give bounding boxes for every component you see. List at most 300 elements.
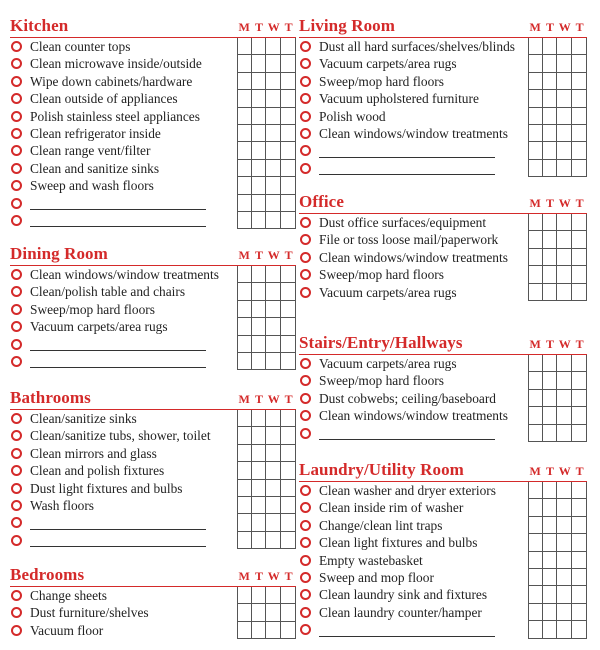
day-checkbox[interactable] bbox=[237, 410, 252, 427]
day-checkbox[interactable] bbox=[557, 482, 572, 499]
write-in-line[interactable] bbox=[30, 350, 206, 351]
circle-checkbox-icon[interactable] bbox=[300, 358, 311, 369]
day-checkbox[interactable] bbox=[528, 552, 543, 569]
day-checkbox[interactable] bbox=[528, 621, 543, 638]
day-checkbox[interactable] bbox=[572, 517, 587, 534]
day-checkbox[interactable] bbox=[281, 38, 296, 55]
day-label: T bbox=[575, 196, 584, 210]
day-checkbox[interactable] bbox=[266, 195, 281, 212]
day-checkbox[interactable] bbox=[572, 284, 587, 301]
circle-checkbox-icon[interactable] bbox=[300, 111, 311, 122]
day-checkbox[interactable] bbox=[266, 462, 281, 479]
day-checkbox[interactable] bbox=[543, 482, 558, 499]
day-checkbox[interactable] bbox=[572, 142, 587, 159]
day-checkbox[interactable] bbox=[543, 604, 558, 621]
day-checkbox[interactable] bbox=[281, 195, 296, 212]
circle-checkbox-icon[interactable] bbox=[300, 555, 311, 566]
circle-checkbox-icon[interactable] bbox=[11, 93, 22, 104]
day-checkbox[interactable] bbox=[543, 231, 558, 248]
task-label: Polish stainless steel appliances bbox=[30, 108, 200, 124]
day-checkbox[interactable] bbox=[557, 55, 572, 72]
day-checkbox[interactable] bbox=[237, 301, 252, 318]
day-checkbox[interactable] bbox=[572, 569, 587, 586]
day-checkbox[interactable] bbox=[281, 108, 296, 125]
day-checkbox[interactable] bbox=[528, 108, 543, 125]
day-checkbox[interactable] bbox=[528, 231, 543, 248]
day-checkbox[interactable] bbox=[252, 55, 267, 72]
day-checkbox[interactable] bbox=[252, 445, 267, 462]
day-checkbox[interactable] bbox=[557, 407, 572, 424]
day-checkbox[interactable] bbox=[266, 73, 281, 90]
task-label: Clean windows/window treatments bbox=[30, 267, 219, 282]
day-checkbox[interactable] bbox=[252, 266, 267, 283]
write-in-line[interactable] bbox=[30, 367, 206, 368]
day-checkbox[interactable] bbox=[252, 212, 267, 229]
day-checkbox[interactable] bbox=[543, 586, 558, 603]
day-checkbox[interactable] bbox=[543, 372, 558, 389]
day-checkbox[interactable] bbox=[281, 160, 296, 177]
day-label: M bbox=[238, 392, 250, 406]
day-checkbox[interactable] bbox=[266, 353, 281, 370]
day-checkbox[interactable] bbox=[572, 266, 587, 283]
circle-checkbox-icon[interactable] bbox=[11, 58, 22, 69]
day-checkbox[interactable] bbox=[528, 604, 543, 621]
day-checkbox[interactable] bbox=[543, 249, 558, 266]
day-checkbox[interactable] bbox=[572, 55, 587, 72]
day-checkbox[interactable] bbox=[237, 90, 252, 107]
circle-checkbox-icon[interactable] bbox=[11, 180, 22, 191]
day-checkbox[interactable] bbox=[557, 266, 572, 283]
day-checkbox[interactable] bbox=[252, 73, 267, 90]
day-checkbox[interactable] bbox=[528, 425, 543, 442]
day-checkbox[interactable] bbox=[528, 90, 543, 107]
task-label: Clean washer and dryer exteriors bbox=[319, 483, 496, 498]
day-checkbox[interactable] bbox=[528, 390, 543, 407]
circle-checkbox-icon[interactable] bbox=[11, 41, 22, 52]
day-checkbox[interactable] bbox=[266, 445, 281, 462]
day-checkbox[interactable] bbox=[266, 480, 281, 497]
circle-checkbox-icon[interactable] bbox=[300, 163, 311, 174]
circle-checkbox-icon[interactable] bbox=[300, 375, 311, 386]
circle-checkbox-icon[interactable] bbox=[11, 198, 22, 209]
day-checkbox[interactable] bbox=[237, 445, 252, 462]
day-checkbox-grid bbox=[237, 55, 296, 72]
write-in-line[interactable] bbox=[30, 529, 206, 530]
day-checkbox[interactable] bbox=[237, 55, 252, 72]
day-checkbox[interactable] bbox=[543, 125, 558, 142]
circle-checkbox-icon[interactable] bbox=[11, 517, 22, 528]
blank-task-row bbox=[10, 212, 296, 229]
day-checkbox[interactable] bbox=[557, 552, 572, 569]
day-checkbox[interactable] bbox=[528, 569, 543, 586]
day-checkbox[interactable] bbox=[528, 249, 543, 266]
day-checkbox[interactable] bbox=[281, 427, 296, 444]
day-checkbox[interactable] bbox=[252, 318, 267, 335]
day-checkbox[interactable] bbox=[266, 142, 281, 159]
day-checkbox[interactable] bbox=[557, 390, 572, 407]
day-checkbox[interactable] bbox=[572, 604, 587, 621]
day-checkbox[interactable] bbox=[266, 90, 281, 107]
circle-checkbox-icon[interactable] bbox=[11, 111, 22, 122]
day-checkbox[interactable] bbox=[572, 90, 587, 107]
circle-checkbox-icon[interactable] bbox=[300, 537, 311, 548]
day-checkbox[interactable] bbox=[572, 73, 587, 90]
day-checkbox[interactable] bbox=[543, 569, 558, 586]
day-checkbox[interactable] bbox=[252, 497, 267, 514]
circle-checkbox-icon[interactable] bbox=[300, 502, 311, 513]
day-checkbox[interactable] bbox=[266, 427, 281, 444]
day-checkbox[interactable] bbox=[252, 195, 267, 212]
day-checkbox[interactable] bbox=[572, 499, 587, 516]
day-checkbox[interactable] bbox=[252, 283, 267, 300]
day-checkbox[interactable] bbox=[266, 622, 281, 639]
day-checkbox[interactable] bbox=[237, 142, 252, 159]
task-row bbox=[299, 73, 587, 90]
day-checkbox[interactable] bbox=[543, 407, 558, 424]
circle-checkbox-icon[interactable] bbox=[300, 93, 311, 104]
day-checkbox[interactable] bbox=[281, 480, 296, 497]
circle-checkbox-icon[interactable] bbox=[11, 269, 22, 280]
day-checkbox[interactable] bbox=[237, 125, 252, 142]
day-checkbox[interactable] bbox=[252, 353, 267, 370]
day-checkbox[interactable] bbox=[528, 214, 543, 231]
write-in-line[interactable] bbox=[30, 209, 206, 210]
day-checkbox[interactable] bbox=[557, 355, 572, 372]
day-checkbox[interactable] bbox=[266, 318, 281, 335]
day-checkbox[interactable] bbox=[557, 125, 572, 142]
day-checkbox[interactable] bbox=[237, 532, 252, 549]
write-in-line[interactable] bbox=[30, 226, 206, 227]
circle-checkbox-icon[interactable] bbox=[300, 572, 311, 583]
day-checkbox[interactable] bbox=[252, 90, 267, 107]
circle-checkbox-icon[interactable] bbox=[11, 76, 22, 87]
day-checkbox[interactable] bbox=[572, 482, 587, 499]
circle-checkbox-icon[interactable] bbox=[11, 465, 22, 476]
task-row bbox=[299, 266, 587, 283]
day-checkbox[interactable] bbox=[281, 353, 296, 370]
circle-checkbox-icon[interactable] bbox=[11, 535, 22, 546]
day-checkbox[interactable] bbox=[543, 534, 558, 551]
day-checkbox[interactable] bbox=[557, 73, 572, 90]
day-checkbox[interactable] bbox=[281, 142, 296, 159]
day-checkbox[interactable] bbox=[252, 160, 267, 177]
circle-checkbox-icon[interactable] bbox=[300, 410, 311, 421]
day-checkbox[interactable] bbox=[572, 355, 587, 372]
day-checkbox[interactable] bbox=[557, 160, 572, 177]
circle-checkbox-icon[interactable] bbox=[300, 393, 311, 404]
day-checkbox[interactable] bbox=[237, 283, 252, 300]
day-checkbox[interactable] bbox=[528, 482, 543, 499]
day-checkbox[interactable] bbox=[237, 160, 252, 177]
day-checkbox[interactable] bbox=[237, 353, 252, 370]
day-checkbox[interactable] bbox=[557, 231, 572, 248]
circle-checkbox-icon[interactable] bbox=[11, 590, 22, 601]
day-checkbox[interactable] bbox=[543, 425, 558, 442]
day-checkbox[interactable] bbox=[252, 514, 267, 531]
day-checkbox[interactable] bbox=[266, 336, 281, 353]
day-checkbox[interactable] bbox=[557, 372, 572, 389]
day-checkbox[interactable] bbox=[266, 212, 281, 229]
day-checkbox[interactable] bbox=[572, 407, 587, 424]
day-checkbox[interactable] bbox=[266, 108, 281, 125]
day-checkbox-grid bbox=[528, 38, 587, 55]
day-checkbox[interactable] bbox=[543, 499, 558, 516]
day-checkbox[interactable] bbox=[528, 160, 543, 177]
day-checkbox[interactable] bbox=[281, 55, 296, 72]
day-checkbox[interactable] bbox=[557, 38, 572, 55]
circle-checkbox-icon[interactable] bbox=[11, 145, 22, 156]
day-checkbox[interactable] bbox=[237, 266, 252, 283]
day-checkbox[interactable] bbox=[543, 142, 558, 159]
day-checkbox[interactable] bbox=[528, 284, 543, 301]
day-checkbox[interactable] bbox=[528, 372, 543, 389]
day-checkbox[interactable] bbox=[572, 390, 587, 407]
circle-checkbox-icon[interactable] bbox=[11, 430, 22, 441]
circle-checkbox-icon[interactable] bbox=[300, 607, 311, 618]
circle-checkbox-icon[interactable] bbox=[300, 624, 311, 635]
day-checkbox[interactable] bbox=[528, 407, 543, 424]
day-checkbox[interactable] bbox=[281, 622, 296, 639]
day-checkbox[interactable] bbox=[281, 177, 296, 194]
circle-checkbox-icon[interactable] bbox=[300, 269, 311, 280]
day-checkbox[interactable] bbox=[281, 283, 296, 300]
day-checkbox[interactable] bbox=[572, 249, 587, 266]
day-checkbox[interactable] bbox=[237, 427, 252, 444]
day-checkbox[interactable] bbox=[543, 90, 558, 107]
circle-checkbox-icon[interactable] bbox=[11, 304, 22, 315]
day-checkbox[interactable] bbox=[572, 425, 587, 442]
day-checkbox[interactable] bbox=[237, 212, 252, 229]
day-checkbox[interactable] bbox=[252, 125, 267, 142]
circle-checkbox-icon[interactable] bbox=[300, 287, 311, 298]
day-checkbox[interactable] bbox=[237, 587, 252, 604]
task-label: Clean counter tops bbox=[30, 39, 131, 54]
write-in-line[interactable] bbox=[319, 157, 495, 158]
day-checkbox[interactable] bbox=[572, 534, 587, 551]
day-checkbox[interactable] bbox=[543, 517, 558, 534]
day-checkbox[interactable] bbox=[237, 318, 252, 335]
day-checkbox[interactable] bbox=[543, 160, 558, 177]
day-checkbox[interactable] bbox=[572, 231, 587, 248]
circle-checkbox-icon[interactable] bbox=[300, 217, 311, 228]
day-checkbox[interactable] bbox=[572, 372, 587, 389]
day-checkbox[interactable] bbox=[281, 301, 296, 318]
day-checkbox[interactable] bbox=[281, 336, 296, 353]
day-checkbox[interactable] bbox=[281, 212, 296, 229]
day-checkbox[interactable] bbox=[572, 586, 587, 603]
day-checkbox[interactable] bbox=[528, 517, 543, 534]
day-checkbox[interactable] bbox=[252, 38, 267, 55]
day-checkbox[interactable] bbox=[557, 569, 572, 586]
day-checkbox[interactable] bbox=[252, 427, 267, 444]
day-checkbox[interactable] bbox=[281, 587, 296, 604]
day-checkbox[interactable] bbox=[543, 38, 558, 55]
circle-checkbox-icon[interactable] bbox=[11, 625, 22, 636]
day-checkbox[interactable] bbox=[543, 108, 558, 125]
day-checkbox[interactable] bbox=[266, 604, 281, 621]
day-checkbox[interactable] bbox=[252, 108, 267, 125]
day-checkbox[interactable] bbox=[237, 336, 252, 353]
day-checkbox[interactable] bbox=[266, 514, 281, 531]
day-checkbox[interactable] bbox=[237, 514, 252, 531]
day-checkbox[interactable] bbox=[543, 552, 558, 569]
day-checkbox[interactable] bbox=[543, 73, 558, 90]
circle-checkbox-icon[interactable] bbox=[300, 589, 311, 600]
circle-checkbox-icon[interactable] bbox=[11, 215, 22, 226]
day-checkbox[interactable] bbox=[572, 160, 587, 177]
day-checkbox[interactable] bbox=[557, 142, 572, 159]
day-checkbox[interactable] bbox=[237, 497, 252, 514]
circle-checkbox-icon[interactable] bbox=[300, 128, 311, 139]
day-checkbox[interactable] bbox=[543, 55, 558, 72]
day-checkbox[interactable] bbox=[528, 125, 543, 142]
day-checkbox[interactable] bbox=[252, 587, 267, 604]
day-checkbox[interactable] bbox=[237, 462, 252, 479]
day-checkbox[interactable] bbox=[266, 283, 281, 300]
circle-checkbox-icon[interactable] bbox=[300, 252, 311, 263]
day-checkbox[interactable] bbox=[266, 587, 281, 604]
day-checkbox[interactable] bbox=[237, 622, 252, 639]
day-checkbox[interactable] bbox=[252, 462, 267, 479]
day-checkbox[interactable] bbox=[237, 108, 252, 125]
day-checkbox[interactable] bbox=[237, 73, 252, 90]
day-checkbox[interactable] bbox=[557, 586, 572, 603]
day-checkbox[interactable] bbox=[266, 38, 281, 55]
day-checkbox[interactable] bbox=[237, 195, 252, 212]
day-checkbox[interactable] bbox=[528, 73, 543, 90]
day-checkbox[interactable] bbox=[281, 604, 296, 621]
write-in-line[interactable] bbox=[319, 174, 495, 175]
day-checkbox[interactable] bbox=[557, 249, 572, 266]
day-checkbox[interactable] bbox=[281, 532, 296, 549]
circle-checkbox-icon[interactable] bbox=[11, 339, 22, 350]
circle-checkbox-icon[interactable] bbox=[11, 356, 22, 367]
circle-checkbox-icon[interactable] bbox=[11, 607, 22, 618]
circle-checkbox-icon[interactable] bbox=[11, 500, 22, 511]
day-checkbox[interactable] bbox=[572, 38, 587, 55]
day-checkbox[interactable] bbox=[281, 90, 296, 107]
day-checkbox[interactable] bbox=[266, 177, 281, 194]
day-checkbox[interactable] bbox=[266, 125, 281, 142]
day-checkbox[interactable] bbox=[572, 125, 587, 142]
day-checkbox[interactable] bbox=[266, 532, 281, 549]
day-checkbox[interactable] bbox=[557, 425, 572, 442]
circle-checkbox-icon[interactable] bbox=[300, 41, 311, 52]
day-checkbox[interactable] bbox=[281, 497, 296, 514]
day-checkbox[interactable] bbox=[543, 621, 558, 638]
day-checkbox[interactable] bbox=[266, 410, 281, 427]
day-checkbox[interactable] bbox=[572, 552, 587, 569]
day-checkbox[interactable] bbox=[281, 318, 296, 335]
day-checkbox[interactable] bbox=[528, 266, 543, 283]
day-checkbox[interactable] bbox=[557, 214, 572, 231]
day-checkbox[interactable] bbox=[266, 160, 281, 177]
day-checkbox[interactable] bbox=[281, 266, 296, 283]
day-checkbox[interactable] bbox=[281, 514, 296, 531]
day-checkbox[interactable] bbox=[281, 125, 296, 142]
day-checkbox[interactable] bbox=[557, 534, 572, 551]
circle-checkbox-icon[interactable] bbox=[300, 428, 311, 439]
task-label: File or toss loose mail/paperwork bbox=[319, 232, 499, 248]
day-checkbox[interactable] bbox=[557, 604, 572, 621]
day-checkbox[interactable] bbox=[252, 604, 267, 621]
day-checkbox[interactable] bbox=[528, 534, 543, 551]
day-checkbox[interactable] bbox=[528, 586, 543, 603]
circle-checkbox-icon[interactable] bbox=[300, 520, 311, 531]
day-checkbox[interactable] bbox=[266, 266, 281, 283]
day-checkbox[interactable] bbox=[572, 108, 587, 125]
task-label: Clean light fixtures and bulbs bbox=[319, 535, 478, 551]
circle-checkbox-icon[interactable] bbox=[300, 485, 311, 496]
day-checkbox[interactable] bbox=[252, 142, 267, 159]
day-checkbox[interactable] bbox=[252, 301, 267, 318]
day-checkbox[interactable] bbox=[557, 108, 572, 125]
circle-checkbox-icon[interactable] bbox=[300, 145, 311, 156]
day-checkbox[interactable] bbox=[543, 266, 558, 283]
day-checkbox[interactable] bbox=[266, 497, 281, 514]
day-checkbox[interactable] bbox=[281, 462, 296, 479]
day-checkbox[interactable] bbox=[237, 177, 252, 194]
circle-checkbox-icon[interactable] bbox=[11, 448, 22, 459]
day-checkbox[interactable] bbox=[252, 410, 267, 427]
day-checkbox[interactable] bbox=[252, 532, 267, 549]
day-checkbox[interactable] bbox=[266, 301, 281, 318]
circle-checkbox-icon[interactable] bbox=[11, 163, 22, 174]
day-checkbox[interactable] bbox=[252, 622, 267, 639]
day-checkbox[interactable] bbox=[543, 355, 558, 372]
day-checkbox[interactable] bbox=[237, 38, 252, 55]
day-checkbox[interactable] bbox=[572, 214, 587, 231]
circle-checkbox-icon[interactable] bbox=[300, 58, 311, 69]
day-checkbox[interactable] bbox=[557, 284, 572, 301]
day-checkbox[interactable] bbox=[557, 621, 572, 638]
day-checkbox[interactable] bbox=[543, 214, 558, 231]
day-checkbox[interactable] bbox=[528, 38, 543, 55]
day-checkbox[interactable] bbox=[281, 410, 296, 427]
day-checkbox[interactable] bbox=[237, 604, 252, 621]
circle-checkbox-icon[interactable] bbox=[11, 321, 22, 332]
circle-checkbox-icon[interactable] bbox=[11, 483, 22, 494]
day-checkbox[interactable] bbox=[528, 499, 543, 516]
day-checkbox[interactable] bbox=[543, 390, 558, 407]
day-checkbox[interactable] bbox=[557, 517, 572, 534]
day-checkbox[interactable] bbox=[252, 480, 267, 497]
day-checkbox[interactable] bbox=[528, 355, 543, 372]
day-checkbox[interactable] bbox=[237, 480, 252, 497]
circle-checkbox-icon[interactable] bbox=[11, 413, 22, 424]
write-in-line[interactable] bbox=[30, 546, 206, 547]
day-checkbox[interactable] bbox=[252, 177, 267, 194]
write-in-line[interactable] bbox=[319, 439, 495, 440]
day-checkbox[interactable] bbox=[528, 142, 543, 159]
circle-checkbox-icon[interactable] bbox=[300, 234, 311, 245]
day-checkbox[interactable] bbox=[252, 336, 267, 353]
circle-checkbox-icon[interactable] bbox=[11, 286, 22, 297]
day-checkbox[interactable] bbox=[557, 499, 572, 516]
circle-checkbox-icon[interactable] bbox=[300, 76, 311, 87]
day-checkbox[interactable] bbox=[281, 73, 296, 90]
write-in-line[interactable] bbox=[319, 636, 495, 637]
task-label: Clean mirrors and glass bbox=[30, 445, 157, 461]
day-checkbox[interactable] bbox=[281, 445, 296, 462]
circle-checkbox-icon[interactable] bbox=[11, 128, 22, 139]
day-checkbox[interactable] bbox=[266, 55, 281, 72]
day-checkbox[interactable] bbox=[557, 90, 572, 107]
day-checkbox[interactable] bbox=[528, 55, 543, 72]
day-label: W bbox=[267, 569, 280, 583]
day-checkbox[interactable] bbox=[572, 621, 587, 638]
day-checkbox[interactable] bbox=[543, 284, 558, 301]
